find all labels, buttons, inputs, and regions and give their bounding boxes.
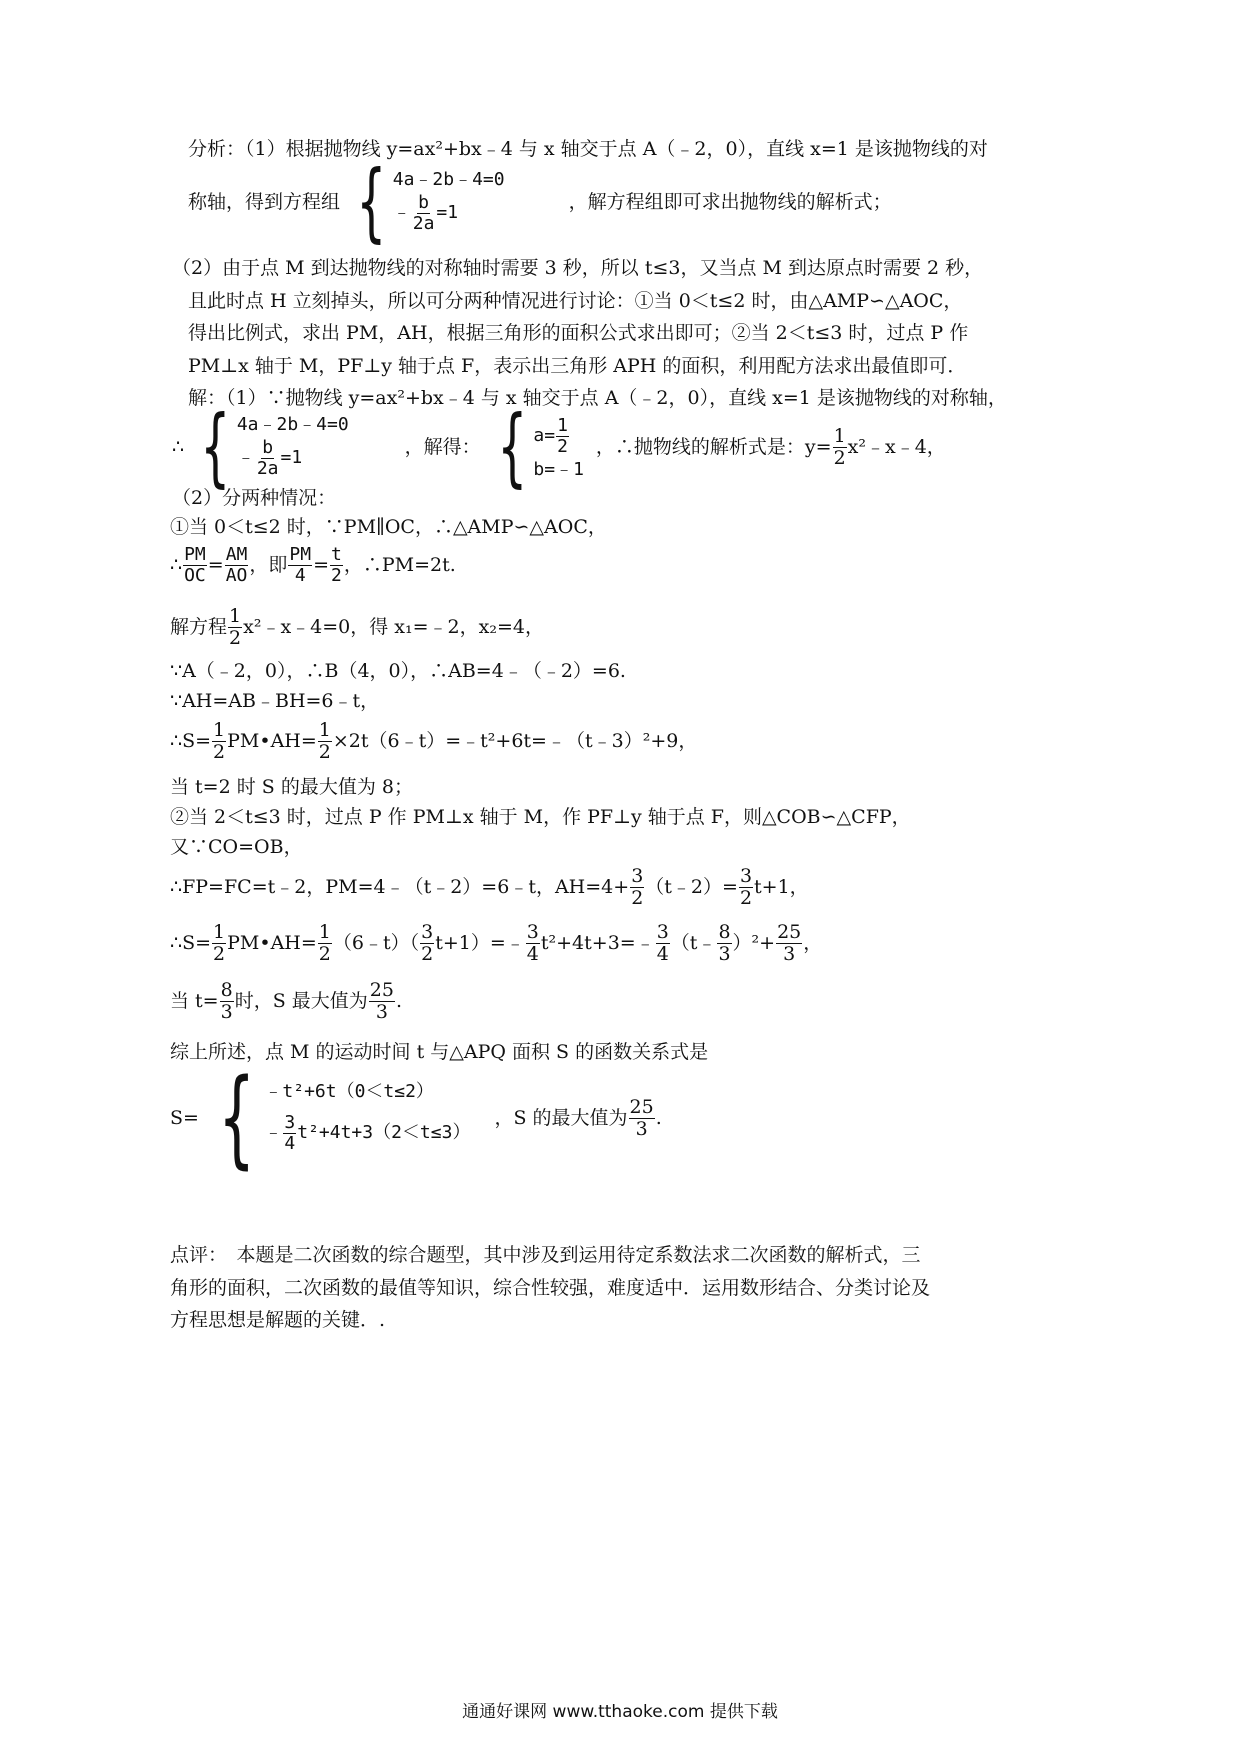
case2-line-5: 当 t= $\frac{8}{3}$ 时，S 最大值为 $\frac{25}{3}$ . [170, 979, 402, 1023]
fraction: $\frac{1}{2}$ [213, 921, 226, 965]
fraction: $\frac{3}{2}$ [631, 865, 644, 909]
fraction: $\frac{1}{2}$ [318, 719, 331, 763]
solution-a: a= $\frac{1}{2}$ [533, 415, 568, 457]
fraction: $\frac{25}{3}$ [777, 921, 802, 965]
piecewise-part-2: ﹣ $\frac{3}{4}$ t²+4t+3（2＜t≤3） [264, 1112, 471, 1154]
equation-system [188, 397, 349, 497]
equation-system [344, 152, 505, 252]
fraction: $\frac{8}{3}$ [220, 979, 233, 1023]
analysis-line-5: 得出比例式，求出 PM，AH，根据三角形的面积公式求出即可；②当 2＜t≤3 时，过点 P 作 [188, 322, 969, 344]
case2-line-3: ∴FP=FC=t﹣2，PM=4﹣（t﹣2）=6﹣t，AH=4+ $\frac{3}{2}$ （t﹣2）= $\frac{3}{2}$ t+1， [170, 865, 809, 909]
result-tail: x²﹣x﹣4， [847, 435, 946, 458]
system-equation-1: 4a﹣2b﹣4=0 [236, 414, 349, 436]
solution-system [485, 397, 584, 497]
case2-line-2: 又∵CO=OB， [170, 836, 303, 858]
system-equation-1: 4a﹣2b﹣4=0 [392, 169, 505, 191]
analysis-text: 称轴，得到方程组 [188, 190, 341, 213]
fraction: $\frac{1}{2}$ [229, 605, 242, 649]
case1-line-6: ∴S= $\frac{1}{2}$ PM•AH= $\frac{1}{2}$ ×2t（6﹣t）=﹣t²+6t=﹣（t﹣3）²+9， [170, 719, 698, 763]
case1-line-5: ∵AH=AB﹣BH=6﹣t， [170, 690, 380, 712]
fraction: $\frac{25}{3}$ [369, 979, 394, 1023]
final-piecewise: S= { ﹣t²+6t（0＜t≤2） ﹣ $\frac{3}{4}$ t²+4t+3（2＜t≤3） ，S 的最大值为 $\frac{25}{3}$ . [170, 1056, 662, 1179]
brace-icon: { [200, 397, 231, 497]
case2-line-4: ∴S= $\frac{1}{2}$ PM•AH= $\frac{1}{2}$ （6﹣t）（ $\frac{3}{2}$ t+1）=﹣ $\frac{3}{4}$ t²+4t+3=﹣ $\frac{3}{4}$ （t﹣ $\frac{8}{3}$ ）²+ $\frac{25}{3}$ ， [170, 921, 823, 965]
analysis-text: ，解方程组即可求出抛物线的解析式； [568, 190, 892, 213]
fraction: $\frac{b}{2a}$ [412, 192, 435, 234]
fraction: $\frac{PM}{OC}$ [184, 544, 206, 586]
analysis-line-6: PM⊥x 轴于 M，PF⊥y 轴于点 F，表示出三角形 APH 的面积，利用配方法求出最值即可． [188, 355, 967, 377]
fraction: $\frac{1}{2}$ [318, 921, 331, 965]
fraction: $\frac{t}{2}$ [331, 544, 342, 586]
case2-line-1: ②当 2＜t≤3 时，过点 P 作 PM⊥x 轴于 M，作 PF⊥y 轴于点 F，则△COB∽△CFP， [170, 806, 911, 828]
solve-label: ，解得： [404, 435, 481, 458]
piecewise-part-1: ﹣t²+6t（0＜t≤2） [264, 1081, 434, 1103]
fraction: $\frac{1}{2}$ [833, 425, 846, 469]
therefore-symbol: ∴ [172, 435, 185, 458]
fraction: $\frac{25}{3}$ [629, 1096, 654, 1140]
case-intro: （2）分两种情况： [172, 487, 337, 509]
fraction: $\frac{3}{4}$ [284, 1112, 296, 1154]
case1-line-3: 解方程 $\frac{1}{2}$ x²﹣x﹣4=0，得 x₁=﹣2，x₂=4， [170, 605, 544, 649]
case1-line-1: ①当 0＜t≤2 时，∵PM∥OC，∴△AMP∽△AOC， [170, 516, 607, 538]
analysis-line-3: （2）由于点 M 到达抛物线的对称轴时需要 3 秒，所以 t≤3，又当点 M 到达原点时需要 2 秒， [172, 257, 984, 279]
fraction: $\frac{b}{2a}$ [256, 437, 279, 479]
solution-line-1: 解：（1）∵抛物线 y=ax²+bx﹣4 与 x 轴交于点 A（﹣2，0），直线 x=1 是该抛物线的对称轴， [188, 387, 1007, 409]
brace-icon: { [356, 152, 387, 252]
fraction: $\frac{AM}{AO}$ [225, 544, 248, 586]
system-equation-2: ﹣ $\frac{b}{2a}$ =1 [392, 192, 459, 234]
analysis-line-2 [188, 152, 892, 252]
case1-line-4: ∵A（﹣2，0），∴B（4，0），∴AB=4﹣（﹣2）=6. [170, 660, 626, 682]
fraction: $\frac{PM}{4}$ [289, 544, 312, 586]
analysis-line-1: 分析：（1）根据抛物线 y=ax²+bx﹣4 与 x 轴交于点 A（﹣2，0），直线 x=1 是该抛物线的对 [188, 138, 988, 160]
fraction: $\frac{3}{4}$ [526, 921, 539, 965]
analysis-line-4: 且此时点 H 立刻掉头，所以可分两种情况进行讨论：①当 0＜t≤2 时，由△AMP∽△AOC， [188, 290, 963, 312]
page-footer: 通通好课网 www.tthaoke.com 提供下载 [462, 1702, 778, 1722]
fraction: $\frac{3}{2}$ [421, 921, 434, 965]
brace-icon: { [496, 397, 528, 497]
case1-line-2: ∴ $\frac{PM}{OC}$ = $\frac{AM}{AO}$ ，即 $\frac{PM}{4}$ = $\frac{t}{2}$ ，∴PM=2t. [170, 544, 456, 586]
fraction: $\frac{1}{2}$ [557, 415, 568, 457]
fraction: $\frac{1}{2}$ [213, 719, 226, 763]
fraction: $\frac{3}{4}$ [656, 921, 669, 965]
solution-b: b=﹣1 [533, 458, 584, 480]
review-line-1: 点评： 本题是二次函数的综合题型，其中涉及到运用待定系数法求二次函数的解析式，三 [170, 1244, 921, 1266]
result-text: ，∴抛物线的解析式是：y= [595, 435, 832, 458]
brace-icon: { [218, 1056, 256, 1179]
case1-line-7: 当 t=2 时 S 的最大值为 8； [170, 776, 413, 798]
fraction: $\frac{3}{2}$ [739, 865, 753, 909]
review-line-2: 角形的面积，二次函数的最值等知识，综合性较强，难度适中．运用数形结合、分类讨论及 [170, 1277, 931, 1299]
summary-line: 综上所述，点 M 的运动时间 t 与△APQ 面积 S 的函数关系式是 [170, 1041, 709, 1063]
review-line-3: 方程思想是解题的关键．. [170, 1309, 386, 1331]
system-equation-2: ﹣ $\frac{b}{2a}$ =1 [236, 437, 303, 479]
fraction: $\frac{8}{3}$ [718, 921, 731, 965]
